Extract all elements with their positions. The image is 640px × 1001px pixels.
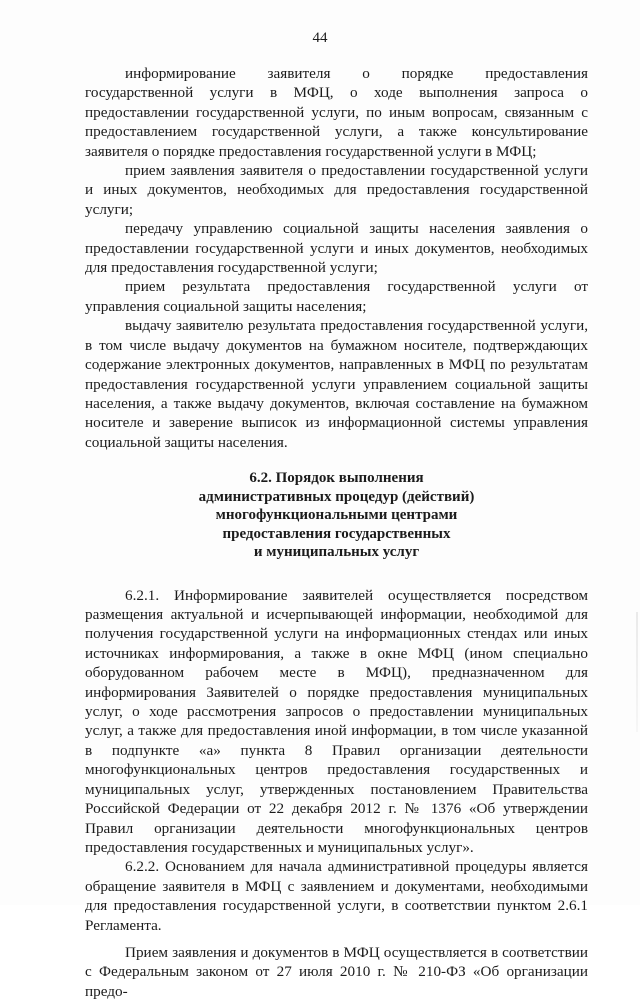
paragraph: передачу управлению социальной защиты населения заявления о предоставлении государственной услуги и иных документов, необходимых для предоставления государственной услуги;	[85, 220, 588, 277]
section-heading-line: административных процедур (действий)	[198, 488, 475, 505]
section-heading-line: и муниципальных услуг	[253, 544, 420, 561]
page-number: 44	[312, 30, 328, 46]
paragraph: прием заявления заявителя о предоставлении государственной услуги и иных документов, необходимых для предоставления государственной услуги;	[85, 162, 588, 218]
document-body	[85, 64, 588, 1001]
paragraph: информирование заявителя о порядке предоставления государственной услуги в МФЦ, о ходе выполнения запроса о предоставлении государственной услуги, по иным вопросам, связанным с предоставлением государственной услуги, а также консультирование заявителя о порядке предоставления государственной услуги в МФЦ;	[85, 65, 588, 160]
paragraph: 6.2.1. Информирование заявителей осуществляется посредством размещения актуальной и исчерпывающей информации, необходимой для получения государственной услуги на информационных стендах или иных источниках информирования, а также в окне МФЦ (ином специально оборудованном рабочем месте в МФЦ), предназначенном для информирования Заявителей о порядке предоставления муниципальных услуг, о ходе рассмотрения запросов о предоставлении муниципальных услуг, а также для предоставления иной информации, в том числе указанной в подпункте «а» пункта 8 Правил организации деятельности многофункциональных центров предоставления государственных и муниципальных услуг, утвержденных постановлением Правительства Российской Федерации от 22 декабря 2012 г. № 1376 «Об утверждении Правил организации деятельности многофункциональных центров предоставления государственных и муниципальных услуг».	[85, 586, 588, 856]
paragraph: прием результата предоставления государственной услуги от управления социальной защиты населения;	[85, 278, 588, 315]
section-heading-line: предоставления государственных	[222, 525, 451, 542]
section-heading	[85, 469, 588, 562]
paragraph: выдачу заявителю результата предоставления государственной услуги, в том числе выдачу документов на бумажном носителе, подтверждающих содержание электронных документов, направленных в МФЦ по результатам предоставления государственной услуги управлением социальной защиты населения, а также выдачу документов, включая составление на бумажном носителе и заверение выписок из информационной системы управления социальной защиты населения.	[85, 317, 588, 451]
scan-edge-shadow	[636, 612, 638, 732]
paragraph: Прием заявления и документов в МФЦ осуществляется в соответствии с Федеральным законом от 27 июля 2010 г. № 210-ФЗ «Об организации предо-	[85, 943, 588, 1000]
section-heading-line: 6.2. Порядок выполнения	[249, 470, 424, 487]
section-heading-line: многофункциональными центрами	[215, 507, 458, 524]
paragraph: 6.2.2. Основанием для начала административной процедуры является обращение заявителя в МФЦ с заявлением и документами, необходимыми для предоставления государственной услуги, в соответствии пунктом 2.6.1 Регламента.	[85, 858, 588, 934]
